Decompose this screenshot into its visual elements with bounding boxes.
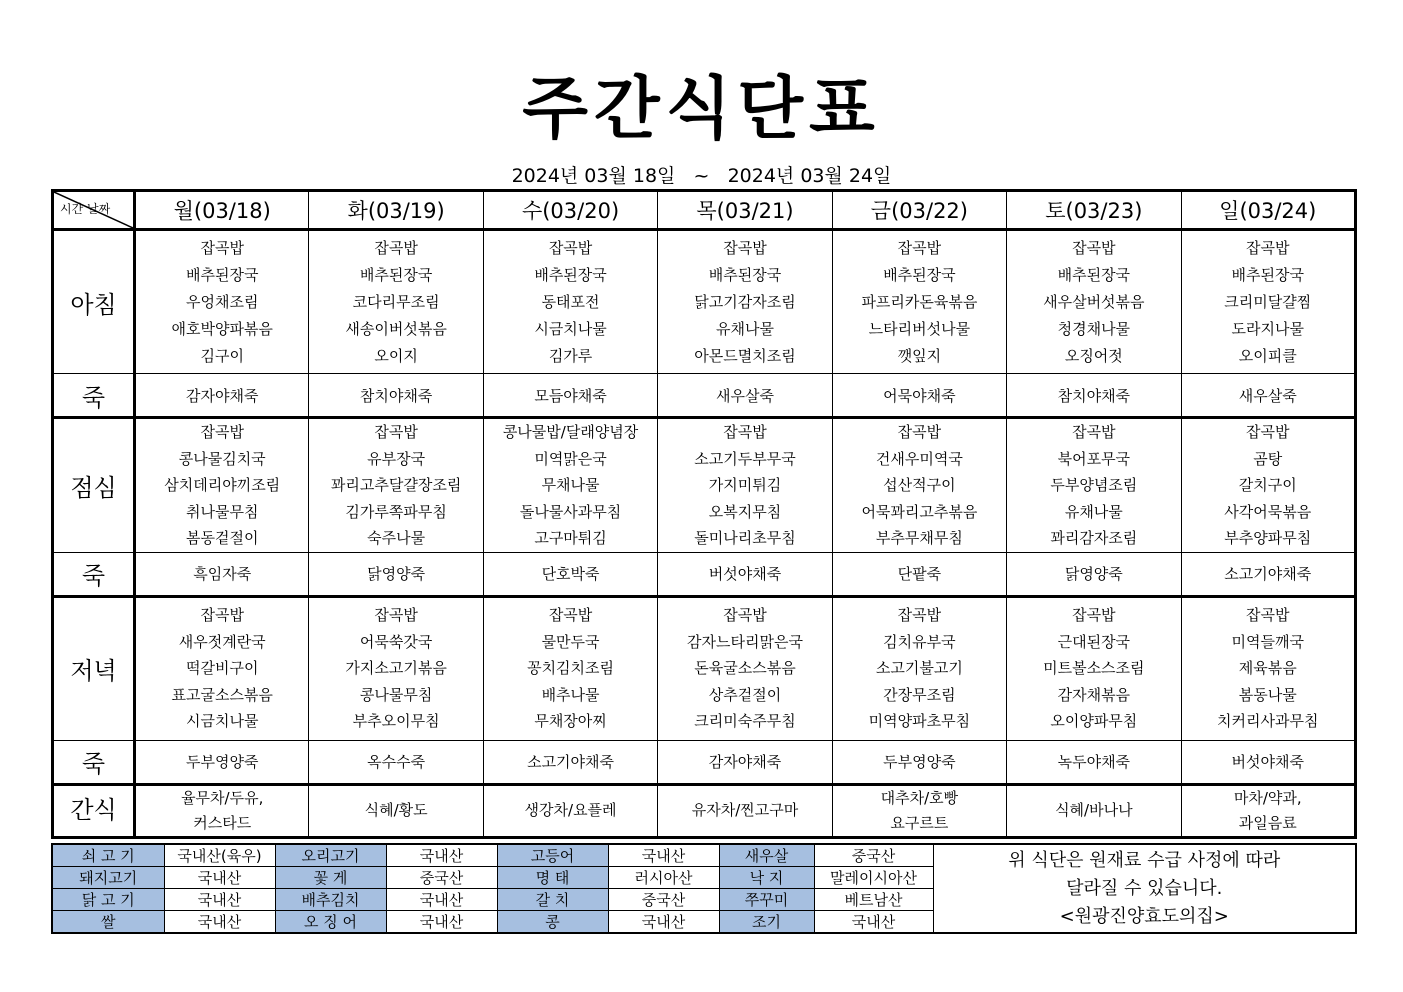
menu-item: 잡곡밥 bbox=[723, 423, 767, 441]
snack-cell-tue bbox=[309, 784, 483, 837]
menu-item: 배추된장국 bbox=[708, 265, 782, 284]
origin-ingredient: 쇠 고 기 bbox=[52, 844, 164, 867]
origin-country: 베트남산 bbox=[814, 889, 933, 911]
menu-item: 잡곡밥 bbox=[1072, 238, 1116, 257]
menu-item: 배추된장국 bbox=[883, 265, 956, 284]
menu-item: 배추된장국 bbox=[1231, 265, 1304, 284]
dinner-porridge-cell-sat: 녹두야채죽 bbox=[1007, 740, 1181, 784]
breakfast-porridge-cell-sun: 새우살죽 bbox=[1181, 374, 1355, 418]
menu-item: 새우살버섯볶음 bbox=[1043, 292, 1145, 311]
breakfast-row bbox=[53, 230, 1356, 374]
origin-country: 국내산(육우) bbox=[164, 844, 275, 867]
breakfast-cell-wed bbox=[483, 230, 657, 374]
origin-table bbox=[51, 843, 1357, 934]
breakfast-porridge-cell-mon: 감자야채죽 bbox=[135, 374, 309, 418]
dinner-porridge-cell-sun: 버섯야채죽 bbox=[1181, 740, 1355, 784]
breakfast-porridge-label: 죽 bbox=[53, 374, 135, 418]
menu-item: 물만두국 bbox=[541, 632, 600, 651]
menu-item: 콩나물밥/달래양념장 bbox=[502, 423, 639, 441]
menu-item: 소고기두부무국 bbox=[694, 449, 796, 468]
menu-item: 배추된장국 bbox=[534, 265, 607, 284]
dinner-porridge-cell-mon: 두부영양죽 bbox=[135, 740, 309, 784]
menu-item: 제육볶음 bbox=[1238, 659, 1297, 678]
day-header-wed: 수(03/20) bbox=[483, 191, 657, 230]
menu-item: 잡곡밥 bbox=[897, 423, 942, 441]
menu-item: 우엉채조림 bbox=[185, 292, 259, 311]
snack-cell-mon bbox=[135, 784, 309, 837]
dinner-cell-sat bbox=[1007, 596, 1181, 740]
dinner-cell-sun bbox=[1181, 596, 1355, 740]
lunch-porridge-cell-thu: 버섯야채죽 bbox=[658, 552, 832, 596]
menu-item: 김가루 bbox=[548, 346, 593, 365]
menu-item: 잡곡밥 bbox=[548, 238, 593, 257]
lunch-label: 점심 bbox=[53, 418, 135, 553]
breakfast-cell-fri bbox=[832, 230, 1006, 374]
menu-item: 유채나물 bbox=[1064, 502, 1123, 521]
menu-item: 유채나물 bbox=[715, 319, 774, 338]
dinner-porridge-cell-fri: 두부영양죽 bbox=[832, 740, 1006, 784]
breakfast-cell-sat bbox=[1007, 230, 1181, 374]
origin-country: 중국산 bbox=[608, 889, 719, 911]
menu-item: 잡곡밥 bbox=[1072, 606, 1116, 625]
note-line: 달라질 수 있습니다. bbox=[1066, 877, 1223, 899]
breakfast-cell-thu bbox=[658, 230, 832, 374]
menu-item: 대추차/호빵 bbox=[880, 788, 959, 807]
menu-item: 곰탕 bbox=[1253, 449, 1283, 468]
page-title: 주간식단표 bbox=[522, 70, 881, 149]
menu-item: 배추된장국 bbox=[185, 265, 259, 284]
menu-item: 오이양파무침 bbox=[1050, 712, 1138, 731]
menu-item: 꽁치김치조림 bbox=[527, 659, 615, 678]
lunch-porridge-label: 죽 bbox=[53, 552, 135, 596]
menu-item: 섭산적구이 bbox=[883, 476, 956, 494]
menu-item: 근대된장국 bbox=[1057, 632, 1131, 651]
menu-item: 오이피클 bbox=[1238, 346, 1297, 365]
menu-item: 잡곡밥 bbox=[200, 423, 244, 441]
dinner-porridge-label: 죽 bbox=[53, 740, 135, 784]
lunch-porridge-cell-sat: 닭영양죽 bbox=[1007, 552, 1181, 596]
breakfast-porridge-cell-sat: 참치야채죽 bbox=[1007, 374, 1181, 418]
menu-item: 미트볼소스조림 bbox=[1043, 659, 1145, 678]
menu-item: 고구마튀김 bbox=[534, 529, 607, 547]
menu-item: 미역양파초무침 bbox=[868, 712, 971, 731]
lunch-cell-fri bbox=[832, 418, 1006, 553]
breakfast-porridge-cell-fri: 어묵야채죽 bbox=[832, 374, 1006, 418]
origin-country: 말레이시아산 bbox=[814, 867, 933, 889]
origin-ingredient: 새우살 bbox=[719, 844, 814, 867]
breakfast-cell-tue bbox=[309, 230, 483, 374]
corner-label: 시간 날짜 bbox=[60, 202, 111, 216]
breakfast-porridge-cell-wed: 모듬야채죽 bbox=[483, 374, 657, 418]
lunch-porridge-cell-sun: 소고기야채죽 bbox=[1181, 552, 1355, 596]
menu-item: 도라지나물 bbox=[1231, 319, 1304, 338]
origin-country: 국내산 bbox=[814, 911, 933, 934]
dinner-cell-fri bbox=[832, 596, 1006, 740]
origin-country: 중국산 bbox=[386, 867, 497, 889]
lunch-porridge-cell-fri: 단팥죽 bbox=[832, 552, 1006, 596]
origin-country: 국내산 bbox=[608, 844, 719, 867]
breakfast-label: 아침 bbox=[53, 230, 135, 374]
menu-item: 동태포전 bbox=[541, 292, 600, 311]
breakfast-porridge-cell-thu: 새우살죽 bbox=[658, 374, 832, 418]
menu-item: 식혜/바나나 bbox=[1055, 801, 1133, 819]
origin-ingredient: 조기 bbox=[719, 911, 814, 934]
menu-item: 가지소고기볶음 bbox=[345, 659, 447, 678]
menu-item: 부추양파무침 bbox=[1224, 529, 1312, 547]
breakfast-cell-mon bbox=[135, 230, 309, 374]
origin-country: 국내산 bbox=[164, 889, 275, 911]
origin-ingredient: 낙 지 bbox=[719, 867, 814, 889]
date-range: 2024년 03월 18일 ~ 2024년 03월 24일 bbox=[511, 165, 892, 187]
dinner-cell-thu bbox=[658, 596, 832, 740]
origin-ingredient: 돼지고기 bbox=[52, 867, 164, 889]
menu-item: 간장무조림 bbox=[883, 685, 956, 704]
menu-item: 봄동나물 bbox=[1238, 685, 1297, 704]
origin-ingredient: 쌀 bbox=[52, 911, 164, 934]
note-line: <원광진양효도의집> bbox=[1059, 905, 1229, 927]
menu-item: 부추무채무침 bbox=[875, 529, 963, 547]
lunch-porridge-row bbox=[53, 552, 1356, 596]
origin-country: 중국산 bbox=[814, 844, 933, 867]
menu-item: 애호박양파볶음 bbox=[171, 319, 273, 338]
menu-item: 꽈리고추달걀장조림 bbox=[330, 476, 462, 494]
origin-country: 국내산 bbox=[386, 911, 497, 934]
menu-item: 잡곡밥 bbox=[374, 238, 418, 257]
menu-item: 배추된장국 bbox=[359, 265, 433, 284]
menu-item: 무채장아찌 bbox=[534, 712, 607, 731]
menu-item: 오복지무침 bbox=[708, 502, 782, 521]
snack-cell-thu bbox=[658, 784, 832, 837]
origin-country: 국내산 bbox=[386, 889, 497, 911]
note-line: 위 식단은 원재료 수급 사정에 따라 bbox=[1008, 849, 1281, 871]
snack-cell-fri bbox=[832, 784, 1006, 837]
lunch-porridge-cell-mon: 흑임자죽 bbox=[135, 552, 309, 596]
menu-item: 새송이버섯볶음 bbox=[345, 319, 447, 338]
menu-item: 잡곡밥 bbox=[1246, 606, 1290, 625]
breakfast-porridge-cell-tue: 참치야채죽 bbox=[309, 374, 483, 418]
menu-item: 무채나물 bbox=[541, 476, 600, 494]
snack-cell-sun bbox=[1181, 784, 1355, 837]
origin-country: 국내산 bbox=[386, 844, 497, 867]
menu-item: 잡곡밥 bbox=[374, 606, 418, 625]
snack-cell-sat bbox=[1007, 784, 1181, 837]
menu-item: 잡곡밥 bbox=[1246, 423, 1290, 441]
menu-item: 잡곡밥 bbox=[723, 606, 767, 625]
menu-item: 아몬드멸치조림 bbox=[694, 346, 796, 365]
menu-item: 사각어묵볶음 bbox=[1224, 502, 1312, 521]
origin-row bbox=[52, 844, 1356, 867]
menu-item: 오징어젓 bbox=[1064, 346, 1123, 365]
menu-item: 돌미나리초무침 bbox=[694, 529, 796, 547]
menu-item: 상추겉절이 bbox=[708, 685, 782, 704]
origin-country: 국내산 bbox=[164, 911, 275, 934]
menu-item: 건새우미역국 bbox=[875, 449, 963, 468]
menu-item: 오이지 bbox=[374, 346, 418, 365]
menu-item: 미역들깨국 bbox=[1231, 632, 1304, 651]
menu-item: 배추나물 bbox=[541, 685, 600, 704]
menu-item: 잡곡밥 bbox=[200, 606, 244, 625]
menu-item: 떡갈비구이 bbox=[185, 659, 259, 678]
menu-item: 치커리사과무침 bbox=[1217, 712, 1319, 731]
menu-item: 시금치나물 bbox=[534, 319, 607, 338]
menu-item: 두부양념조림 bbox=[1050, 476, 1138, 494]
menu-item: 잡곡밥 bbox=[1246, 238, 1290, 257]
menu-item: 잡곡밥 bbox=[897, 238, 942, 257]
menu-item: 봄동겉절이 bbox=[185, 529, 259, 547]
menu-item: 삼치데리야끼조림 bbox=[164, 476, 281, 494]
dinner-row bbox=[53, 596, 1356, 740]
menu-item: 돈육굴소스볶음 bbox=[694, 659, 796, 678]
menu-item: 잡곡밥 bbox=[548, 606, 593, 625]
dinner-cell-mon bbox=[135, 596, 309, 740]
menu-item: 요구르트 bbox=[890, 813, 949, 832]
menu-item: 표고굴소스볶음 bbox=[171, 685, 273, 704]
menu-item: 잡곡밥 bbox=[723, 238, 767, 257]
origin-ingredient: 갈 치 bbox=[497, 889, 608, 911]
menu-item: 가지미튀김 bbox=[708, 476, 782, 494]
menu-item: 소고기불고기 bbox=[875, 659, 963, 678]
dinner-cell-wed bbox=[483, 596, 657, 740]
dinner-label: 저녁 bbox=[53, 596, 135, 740]
day-header-row bbox=[53, 191, 1356, 230]
origin-country: 국내산 bbox=[608, 911, 719, 934]
dinner-porridge-row bbox=[53, 740, 1356, 784]
day-header-mon: 월(03/18) bbox=[135, 191, 309, 230]
menu-item: 과일음료 bbox=[1238, 813, 1297, 832]
menu-item: 잡곡밥 bbox=[1072, 423, 1116, 441]
menu-item: 파프리카돈육볶음 bbox=[861, 292, 978, 311]
menu-item: 잡곡밥 bbox=[897, 606, 942, 625]
menu-item: 유부장국 bbox=[367, 449, 426, 468]
menu-item: 미역맑은국 bbox=[534, 449, 607, 468]
snack-label: 간식 bbox=[53, 784, 135, 837]
menu-item: 콩나물김치국 bbox=[178, 449, 266, 468]
snack-row bbox=[53, 784, 1356, 837]
dinner-porridge-cell-tue: 옥수수죽 bbox=[309, 740, 483, 784]
lunch-porridge-cell-tue: 닭영양죽 bbox=[309, 552, 483, 596]
menu-item: 생강차/요플레 bbox=[524, 801, 617, 819]
menu-item: 숙주나물 bbox=[367, 529, 426, 547]
origin-ingredient: 배추김치 bbox=[275, 889, 386, 911]
menu-item: 느타리버섯나물 bbox=[868, 319, 971, 338]
menu-item: 마차/약과, bbox=[1233, 788, 1302, 807]
menu-item: 청경채나물 bbox=[1057, 319, 1131, 338]
origin-ingredient: 쭈꾸미 bbox=[719, 889, 814, 911]
menu-item: 시금치나물 bbox=[185, 712, 259, 731]
menu-item: 율무차/두유, bbox=[181, 788, 264, 807]
menu-item: 깻잎지 bbox=[897, 346, 942, 365]
menu-item: 김구이 bbox=[200, 346, 244, 365]
menu-item: 커스타드 bbox=[193, 813, 252, 832]
lunch-row bbox=[53, 418, 1356, 553]
origin-ingredient: 고등어 bbox=[497, 844, 608, 867]
menu-item: 잡곡밥 bbox=[200, 238, 244, 257]
day-header-tue: 화(03/19) bbox=[309, 191, 483, 230]
menu-item: 닭고기감자조림 bbox=[694, 292, 796, 311]
origin-ingredient: 콩 bbox=[497, 911, 608, 934]
menu-item: 감자느타리맑은국 bbox=[687, 632, 803, 651]
menu-item: 취나물무침 bbox=[185, 502, 259, 521]
lunch-cell-tue bbox=[309, 418, 483, 553]
lunch-cell-sat bbox=[1007, 418, 1181, 553]
breakfast-porridge-row bbox=[53, 374, 1356, 418]
dinner-cell-tue bbox=[309, 596, 483, 740]
breakfast-cell-sun bbox=[1181, 230, 1355, 374]
origin-note bbox=[933, 844, 1356, 933]
menu-item: 배추된장국 bbox=[1057, 265, 1131, 284]
menu-item: 콩나물무침 bbox=[359, 685, 433, 704]
lunch-cell-mon bbox=[135, 418, 309, 553]
day-header-fri: 금(03/22) bbox=[832, 191, 1006, 230]
dinner-porridge-cell-thu: 감자야채죽 bbox=[658, 740, 832, 784]
menu-item: 어묵꽈리고추볶음 bbox=[861, 502, 978, 521]
menu-item: 유자차/찐고구마 bbox=[691, 801, 799, 819]
origin-ingredient: 오리고기 bbox=[275, 844, 386, 867]
origin-ingredient: 꽃 게 bbox=[275, 867, 386, 889]
menu-item: 부추오이무침 bbox=[352, 712, 440, 731]
menu-item: 꽈리감자조림 bbox=[1050, 529, 1138, 547]
menu-item: 갈치구이 bbox=[1238, 476, 1297, 494]
menu-item: 크리미숙주무침 bbox=[694, 712, 796, 731]
menu-item: 코다리무조림 bbox=[352, 292, 440, 311]
menu-item: 크리미달걀찜 bbox=[1224, 292, 1312, 311]
snack-cell-wed bbox=[483, 784, 657, 837]
lunch-cell-wed bbox=[483, 418, 657, 553]
origin-ingredient: 명 태 bbox=[497, 867, 608, 889]
dinner-porridge-cell-wed: 소고기야채죽 bbox=[483, 740, 657, 784]
day-header-thu: 목(03/21) bbox=[658, 191, 832, 230]
day-header-sun: 일(03/24) bbox=[1181, 191, 1355, 230]
lunch-porridge-cell-wed: 단호박죽 bbox=[483, 552, 657, 596]
lunch-cell-sun bbox=[1181, 418, 1355, 553]
corner-cell bbox=[53, 191, 135, 230]
menu-item: 잡곡밥 bbox=[374, 423, 418, 441]
weekly-menu-table bbox=[51, 189, 1357, 839]
day-header-sat: 토(03/23) bbox=[1007, 191, 1181, 230]
lunch-cell-thu bbox=[658, 418, 832, 553]
menu-item: 어묵쑥갓국 bbox=[359, 632, 433, 651]
menu-item: 새우젓계란국 bbox=[178, 632, 266, 651]
origin-country: 국내산 bbox=[164, 867, 275, 889]
menu-item: 북어포무국 bbox=[1057, 449, 1131, 468]
menu-item: 김치유부국 bbox=[883, 632, 956, 651]
menu-item: 돌나물사과무침 bbox=[519, 502, 622, 521]
menu-item: 식혜/황도 bbox=[364, 801, 428, 819]
origin-ingredient: 닭 고 기 bbox=[52, 889, 164, 911]
menu-item: 김가루쪽파무침 bbox=[345, 502, 447, 521]
menu-item: 감자채볶음 bbox=[1057, 685, 1131, 704]
origin-ingredient: 오 징 어 bbox=[275, 911, 386, 934]
origin-country: 러시아산 bbox=[608, 867, 719, 889]
